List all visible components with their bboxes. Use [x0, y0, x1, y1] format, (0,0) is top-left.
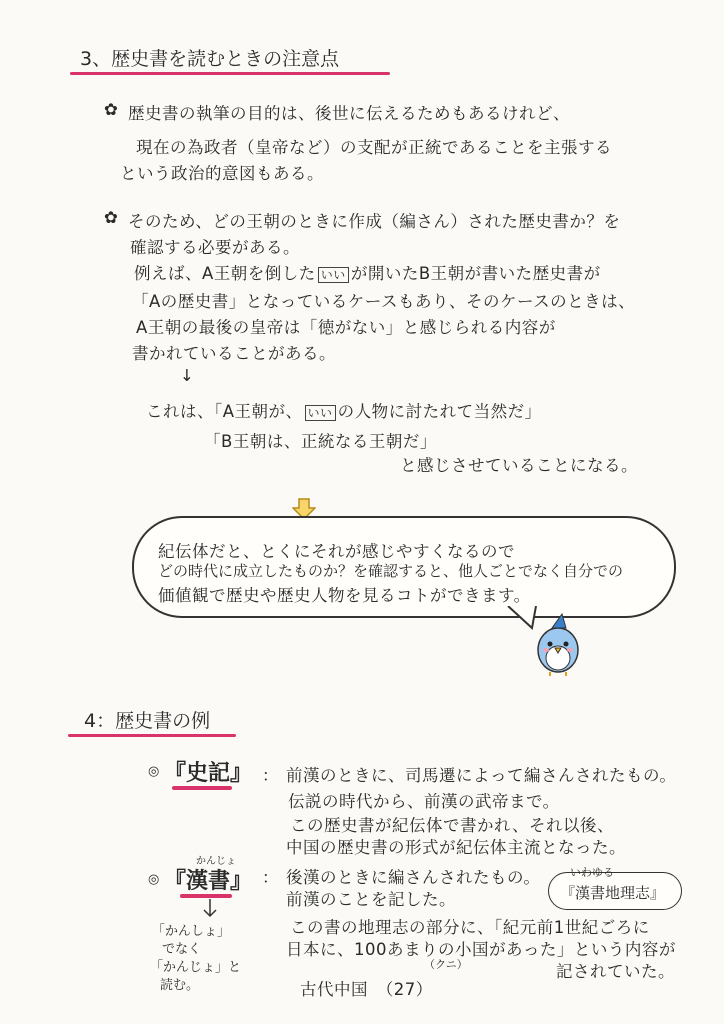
title-underline: [172, 786, 232, 790]
bullet2-line9: と感じさせていることになる。: [400, 456, 638, 475]
circle-bullet-icon: ◎: [148, 872, 160, 887]
bullet1-line2: 現在の為政者（皇帝など）の支配が正統であることを主張する: [136, 138, 612, 157]
bullet2-line6: 書かれていることがある。: [132, 344, 336, 363]
shiki-line4: 中国の歴史書の形式が紀伝体主流となった。: [286, 838, 626, 857]
boxed-placeholder: いい: [318, 267, 349, 283]
bullet2-line1: そのため、どの王朝のときに作成（編さん）された歴史書か？を: [128, 212, 621, 231]
bullet2-line7: これは、「A王朝が、 いい の人物に討たれて当然だ」: [146, 402, 542, 421]
down-arrow-icon: ↓: [180, 366, 195, 385]
shiki-line2: 伝説の時代から、前漢の武帝まで。: [288, 792, 560, 811]
kanjo-title: 『漢書』: [164, 869, 253, 894]
bird-mascot-icon: [528, 610, 588, 680]
down-arrow-icon: [200, 898, 220, 922]
bubble-line2: どの時代に成立したものか？を確認すると、他人ごとでなく自分での: [158, 562, 624, 580]
note-bubble-small: いわゆる: [570, 866, 614, 879]
shiki-line3: この歴史書が紀伝体で書かれ、それ以後、: [290, 816, 614, 835]
shiki-colon: ：: [262, 766, 279, 785]
bullet2-line4: 「Aの歴史書」となっているケースもあり、そのケースのときは、: [132, 292, 636, 311]
heading-underline: [70, 72, 390, 75]
reading-note-line3: 「かんじょ」と: [150, 960, 242, 975]
section4-heading: 4：歴史書の例: [84, 710, 211, 732]
boxed-placeholder: いい: [305, 405, 336, 421]
kanjo-colon: ：: [262, 868, 279, 887]
kanjo-line3: この書の地理志の部分に、「紀元前1世紀ごろに: [290, 918, 650, 937]
circle-bullet-icon: ◎: [148, 764, 160, 779]
note-bubble-main: 『漢書地理志』: [560, 884, 666, 902]
bubble-line3: 価値観で歴史や歴史人物を見るコトができます。: [158, 586, 531, 605]
kanjo-line4: 日本に、100あまりの小国があった」という内容が: [286, 940, 676, 959]
bubble-line1: 紀伝体だと、とくにそれが感じやすくなるので: [158, 542, 515, 561]
reading-note-line4: 読む。: [160, 978, 200, 993]
kuni-ruby: （クニ）: [424, 958, 468, 971]
shiki-line1: 前漢のときに、司馬遷によって編さんされたもの。: [286, 766, 677, 785]
bullet2-line5: A王朝の最後の皇帝は「徳がない」と感じられる内容が: [136, 318, 556, 337]
heading-underline: [68, 734, 236, 737]
reading-note-line2: でなく: [162, 942, 202, 957]
kanjo-ruby: かんじょ: [196, 856, 236, 867]
kanjo-line5: 記されていた。: [556, 962, 675, 981]
bullet-icon: ✿: [104, 208, 119, 227]
bullet2-line8: 「B王朝は、正統なる王朝だ」: [204, 432, 437, 451]
page-footer: 古代中国 （27）: [300, 980, 433, 999]
bullet-icon: ✿: [104, 100, 119, 119]
kanjo-line2: 前漢のことを記した。: [286, 890, 456, 909]
kanjo-line1: 後漢のときに編さんされたもの。: [286, 868, 541, 887]
bullet2-line2: 確認する必要がある。: [130, 238, 300, 257]
reading-note-line1: 「かんしょ」: [152, 924, 231, 939]
shiki-title: 『史記』: [164, 761, 253, 786]
section3-heading: 3、歴史書を読むときの注意点: [80, 48, 340, 70]
bullet2-line3: 例えば、A王朝を倒した いい が開いたB王朝が書いた歴史書が: [134, 264, 601, 283]
bullet1-line1: 歴史書の執筆の目的は、後世に伝えるためもあるけれど、: [128, 104, 570, 123]
bullet1-line3: という政治的意図もある。: [120, 164, 324, 183]
